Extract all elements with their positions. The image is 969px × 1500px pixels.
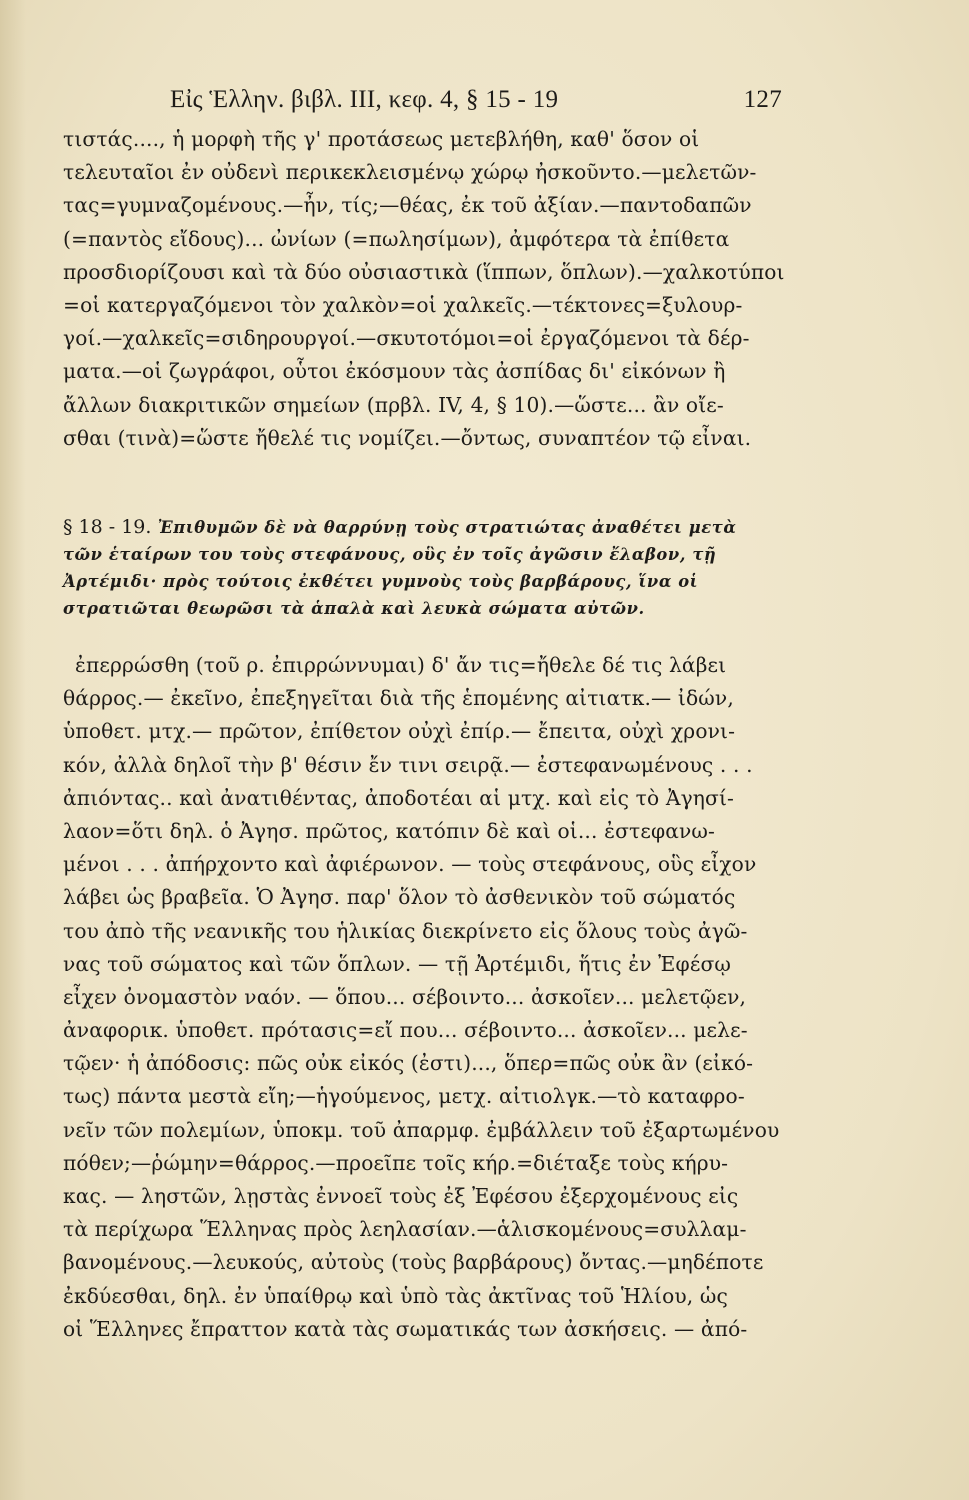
text-line: σθαι (τινὰ)=ὥστε ἤθελέ τις νομίζει.—ὄντως, συναπτέον τῷ εἶναι. <box>63 425 752 450</box>
text-line: ἀπιόντας.. καὶ ἀνατιθέντας, ἀποδοτέαι αἱ μτχ. καὶ εἰς τὸ Ἀγησί- <box>63 785 735 810</box>
text-line: τὰ περίχωρα Ἕλληνας πρὸς λεηλασίαν.—ἁλισκομένους=συλλαμ- <box>63 1217 747 1242</box>
commentary-paragraph <box>63 649 785 1346</box>
text-line: ματα.—οἱ ζωγράφοι, οὗτοι ἐκόσμουν τὰς ἀσπίδας δι' εἰκόνων ἢ <box>63 359 726 384</box>
summary-line <box>63 514 785 541</box>
text-line: θάρρος.— ἐκεῖνο, ἐπεξηγεῖται διὰ τῆς ἑπομένης αἰτιατκ.— ἰδών, <box>63 686 734 711</box>
text-line: οἱ Ἕλληνες ἔπραττον κατὰ τὰς σωματικάς των ἀσκήσεις. — ἀπό- <box>63 1316 748 1341</box>
text-line: τως) πάντα μεστὰ εἴη;—ἡγούμενος, μετχ. αἰτιολγκ.—τὸ καταφρο- <box>63 1084 745 1109</box>
text-line: του ἀπὸ τῆς νεανικῆς του ἡλικίας διεκρίνετο εἰς ὅλους τοὺς ἀγῶ- <box>63 918 748 943</box>
text-line: κας. — ληστῶν, λῃστὰς ἐννοεῖ τοὺς ἐξ Ἐφέσου ἐξερχομένους εἰς <box>63 1184 739 1208</box>
section-reference: § 18 - 19. <box>63 516 152 538</box>
summary-text: Ἐπιθυμῶν δὲ νὰ θαρρύνῃ τοὺς στρατιώτας ἀναθέτει μετὰ <box>157 518 737 537</box>
commentary-paragraph-continued <box>63 123 785 455</box>
text-line: νεῖν τῶν πολεμίων, ὑποκμ. τοῦ ἀπαρμφ. ἐμβάλλειν τοῦ ἐξαρτωμένου <box>63 1117 780 1142</box>
summary-line: στρατιῶται θεωρῶσι τὰ ἁπαλὰ καὶ λευκὰ σώματα αὐτῶν. <box>63 599 645 618</box>
text-line: κόν, ἀλλὰ δηλοῖ τὴν β' θέσιν ἔν τινι σειρᾷ.— ἐστεφανωμένους . . . <box>63 752 753 777</box>
section-summary <box>63 514 785 622</box>
text-line: ἐπερρώσθη (τοῦ ρ. ἐπιρρώννυμαι) δ' ἄν τις=ἤθελε δέ τις λάβει <box>75 653 727 677</box>
text-line: ἄλλων διακριτικῶν σημείων (πρβλ. IV, 4, § 10).—ὥστε... ἂν οἴε- <box>63 392 724 417</box>
page-gutter-shadow <box>0 0 26 1500</box>
text-line: γοί.—χαλκεῖς=σιδηρουργοί.—σκυτοτόμοι=οἱ ἐργαζόμενοι τὰ δέρ- <box>63 326 750 351</box>
summary-line: τῶν ἑταίρων του τοὺς στεφάνους, οὓς ἐν τοῖς ἀγῶσιν ἔλαβον, τῇ <box>63 545 717 564</box>
text-line: ἐκδύεσθαι, δηλ. ἐν ὑπαίθρῳ καὶ ὑπὸ τὰς ἀκτῖνας τοῦ Ἡλίου, ὡς <box>63 1283 728 1308</box>
text-line: τιστάς...., ἡ μορφὴ τῆς γ' προτάσεως μετεβλήθη, καθ' ὅσον οἱ <box>63 127 700 151</box>
text-line: τας=γυμναζομένους.—ἦν, τίς;—θέας, ἐκ τοῦ ἀξίαν.—παντοδαπῶν <box>63 193 752 218</box>
text-line: λαον=ὅτι δηλ. ὁ Ἀγησ. πρῶτος, κατόπιν δὲ καὶ οἱ... ἐστεφανω- <box>63 818 716 843</box>
running-title: Εἰς Ἑλλην. βιβλ. III, κεφ. 4, § 15 - 19 <box>170 86 559 113</box>
text-line: βανομένους.—λευκούς, αὐτοὺς (τοὺς βαρβάρους) ὄντας.—μηδέποτε <box>63 1250 764 1275</box>
text-line: λάβει ὡς βραβεῖα. Ὁ Ἀγησ. παρ' ὅλον τὸ ἀσθενικὸν τοῦ σώματός <box>63 885 736 910</box>
summary-line: Ἀρτέμιδι· πρὸς τούτοις ἐκθέτει γυμνοὺς τοὺς βαρβάρους, ἵνα οἱ <box>63 572 699 591</box>
page-number: 127 <box>743 86 782 113</box>
text-line: πόθεν;—ῥώμην=θάρρος.—προεῖπε τοῖς κήρ.=διέταξε τοὺς κήρυ- <box>63 1150 729 1175</box>
running-header <box>170 86 782 122</box>
text-line: προσδιορίζουσι καὶ τὰ δύο οὐσιαστικὰ (ἵππων, ὅπλων).—χαλκοτύποι <box>63 259 785 284</box>
text-line: ἀναφορικ. ὑποθετ. πρότασις=εἴ που... σέβοιντο... ἀσκοῖεν... μελε- <box>63 1018 748 1043</box>
text-line: νας τοῦ σώματος καὶ τῶν ὅπλων. — τῇ Ἀρτέμιδι, ἥτις ἐν Ἐφέσῳ <box>63 951 731 976</box>
text-line: εἶχεν ὀνομαστὸν ναόν. — ὅπου... σέβοιντο... ἀσκοῖεν... μελετῷεν, <box>63 984 747 1009</box>
text-line: ὑποθετ. μτχ.— πρῶτον, ἐπίθετον οὐχὶ ἐπίρ.— ἔπειτα, οὐχὶ χρονι- <box>63 719 736 744</box>
text-line: =οἱ κατεργαζόμενοι τὸν χαλκὸν=οἱ χαλκεῖς.—τέκτονες=ξυλουρ- <box>63 292 743 317</box>
text-line: (=παντὸς εἴδους)... ὠνίων (=πωλησίμων), ἀμφότερα τὰ ἐπίθετα <box>63 226 730 251</box>
text-line: τῷεν· ἡ ἀπόδοσις: πῶς οὐκ εἰκός (ἐστι)..., ὅπερ=πῶς οὐκ ἂν (εἰκό- <box>63 1051 754 1076</box>
text-line: μένοι . . . ἀπήρχοντο καὶ ἀφιέρωνον. — τοὺς στεφάνους, οὓς εἶχον <box>63 852 757 877</box>
text-line: τελευταῖοι ἐν οὐδενὶ περικεκλεισμένῳ χώρῳ ἠσκοῦντο.—μελετῶν- <box>63 160 757 185</box>
